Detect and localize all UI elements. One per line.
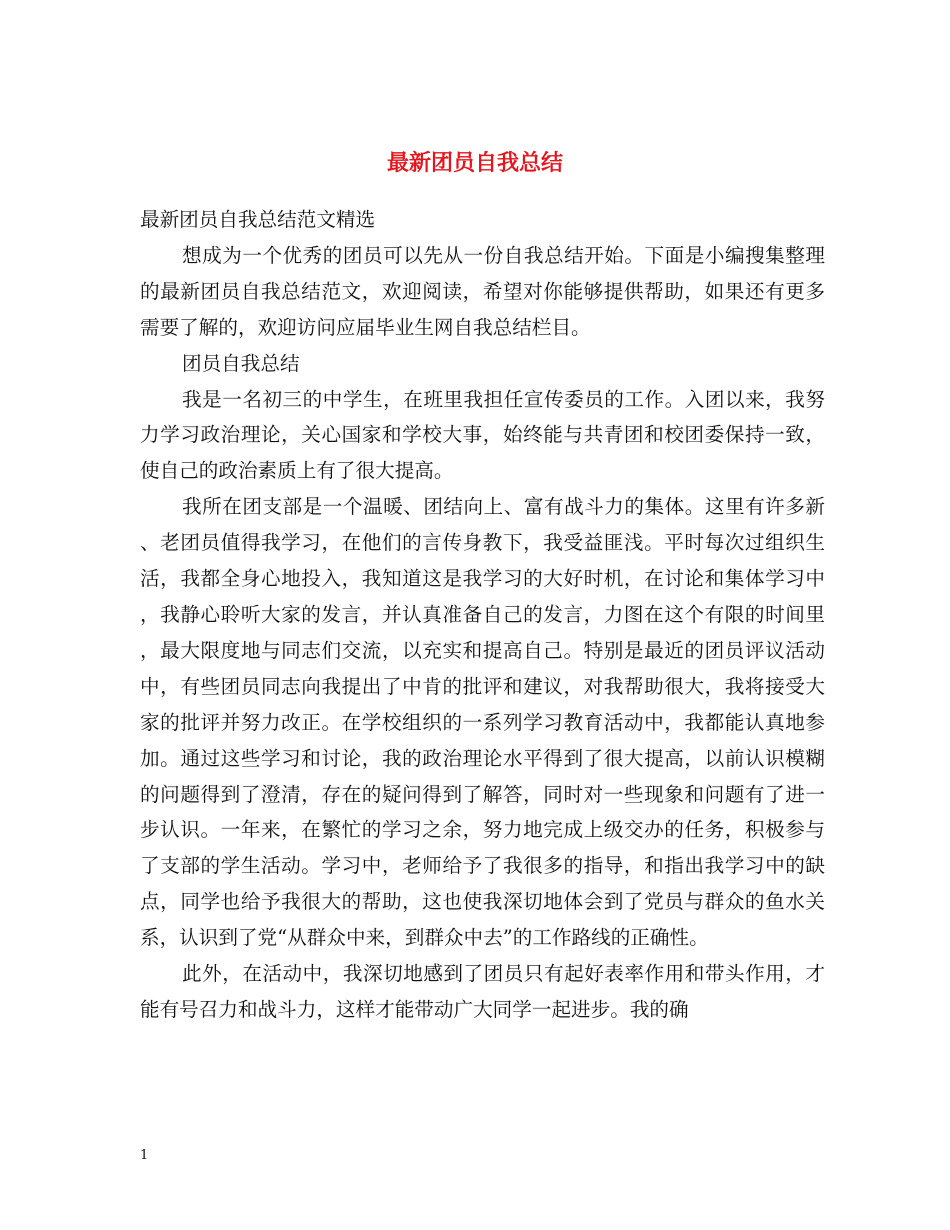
document-title: 最新团员自我总结 xyxy=(386,149,563,176)
paragraph-heading: 团员自我总结 xyxy=(182,351,300,375)
paragraph-body: 我是一名初三的中学生，在班里我担任宣传委员的工作。入团以来，我努力学习政治理论，关心国家和学校大事，始终能与共青团和校团委保持一致，使自己的政治素质上有了很大提高。 xyxy=(140,387,825,483)
paragraph-body: 我所在团支部是一个温暖、团结向上、富有战斗力的集体。这里有许多新、老团员值得我学习，在他们的言传身教下，我受益匪浅。平时每次过组织生活，我都全身心地投入，我知道这是我学习的大好时机，在讨论和集体学习中，我静心聆听大家的发言，并认真准备自己的发言，力图在这个有限的时间里，最大限度地与同志们交流，以充实和提高自己。特别是最近的团员评议活动中，有些团员同志向我提出了中肯的批评和建议，对我帮助很大，我将接受大家的批评并努力改正。在学校组织的一系列学习教育活动中，我都能认真地参加。通过这些学习和讨论，我的政治理论水平得到了很大提高，以前认识模糊的问题得到了澄清，存在的疑问得到了解答，同时对一些现象和问题有了进一步认识。一年来，在繁忙的学习之余，努力地完成上级交办的任务，积极参与了支部的学生活动。学习中，老师给予了我很多的指导，和指出我学习中的缺点，同学也给予我很大的帮助，这也使我深切地体会到了党员与群众的鱼水关系，认识到了党“从群众中来，到群众中去”的工作路线的正确性。 xyxy=(140,495,825,950)
page-number: 1 xyxy=(140,1148,149,1163)
paragraph-body: 此外，在活动中，我深切地感到了团员只有起好表率作用和带头作用，才能有号召力和战斗力，这样才能带动广大同学一起进步。我的确 xyxy=(140,962,825,1021)
paragraph-intro: 想成为一个优秀的团员可以先从一份自我总结开始。下面是小编搜集整理的最新团员自我总结范文，欢迎阅读，希望对你能够提供帮助，如果还有更多需要了解的，欢迎访问应届毕业生网自我总结栏目。 xyxy=(140,243,825,339)
document-body xyxy=(140,202,825,1028)
paragraph-subtitle: 最新团员自我总结范文精选 xyxy=(140,208,376,231)
